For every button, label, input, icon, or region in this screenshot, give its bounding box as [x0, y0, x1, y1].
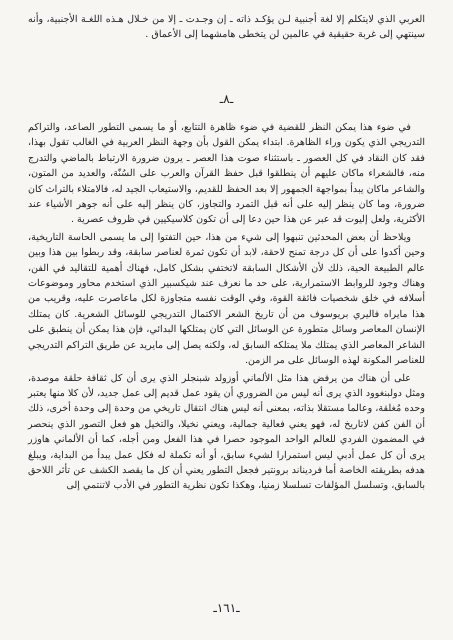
paragraph: ويلاحظ أن بعض المحدثين تنبهوا إلى شيء من هذا، حين التفتوا إلى ما يسمى الحاسة التاريخية، وحين أكدوا على أن كل درجة تمنح لاحقة، لابد أن تكون ثمرة لعناصر سابقة، وقد ربطوا بين هذا وبين عالم الطبيعة الحية، ذلك لأن الأشكال السابقة لاتختفي بشكل كامل، فهناك أهمية للتقاليد في الفن، وهناك وجود للروابط الاستمرارية، على حد ما نعرف عند شيكسبير الذي استخدم محاور وموضوعات أسلافه في خلق شخصيات فائقة القوة، وفي الوقت نفسه متجاوزة لكل ماعاصرت عليه، وقريب من هذا مايراه فاليري بريوسوف من أن تاريخ الشعر الاكتمال التدريجي للوسائل الشعرية. كان يمتلك الإنسان المعاصر وسائل متطورة عن الوسائل التي كان يمتلكها البدائي، فإن هذا يمكن أن ينطبق على الشاعر المعاصر الذي يمتلك ملا يمتلكه السابق له، ولكنه يصل إلى مايريد عن طريق التراكم التدريجي للعناصر المكونة لهذه الوسائل على مر الزمن. [28, 231, 425, 367]
paragraph: في ضوء هذا يمكن النظر للقضية في ضوء ظاهرة التتابع، أو ما يسمى التطور الصاعد، والتراكم التدريجي الذي يكون وراء الظاهرة. ابتداء يمكن القول بأن وجهة النظر العربية في الغالب تقول بهذا، فقد كان النقاد في كل العصور ـ باستثناء صوت هذا العصر ـ يرون ضرورة الارتباط بالماضي والتدرج منه، فالشعراء ماكان عليهم أن ينطلقوا قبل حفظ القرآن والعرب على السُنّة، والعديد من المتون، والشاعر ماكان يبدأ بمواجهة الجمهور إلا بعد الحفظ للقديم، والاستيعاب الجيد له، فالامتلاء بالتراث كان ضرورة، وما كان ينظر إليه على أنه قبل التمرد والتجاوز، كان ينظر إليه على أنه جوهر الأشياء عند الأكثرية، ولعل إليوت قد عبر عن هذا حين دعا إلى أن تكون كلاسيكيين في ظروف عصرية . [28, 122, 425, 226]
top-paragraph-block [28, 12, 425, 43]
top-paragraph: العربي الذي لايتكلم إلا لغة أجنبية لـن يؤكـد ذاته ـ إن وجـدت ـ إلا من خـلال هـذه اللغـة الأجنبية، وأنه سينتهي إلى غربة حقيقية في عالمين لن يتخطى هامشهما إلى الأعماق . [28, 14, 425, 41]
section-marker: ـ٨ـ [219, 92, 234, 106]
paragraph: على أن هناك من يرفض هذا مثل الألماني أوزولد شبنجلر الذي يرى أن كل ثقافة حلقة موصدة، ومثل دولبنغوود الذي يرى أنه ليس من الضروري أن يقود عمل قديم إلى عمل جديد، لأن كلا منها يعتبر وحده مُغلقة، وعالما مستقلا بذاته، بمعنى أنه ليس هناك انتقال تاريخي من وحدة إلى وحدة أخرى، ذلك أن الفن كفن لاتاريخ له، فهو يعني فعالية جمالية، ويعني نخيلا، والتخيل هو فعل التصور الذي ينحصر في المضمون الفردي للعالم الواحد الموجود حصرا في هذا الفعل ومن أجله، كما أن الألماني هاوزر يرى أن كل عمل أدبي ليس استمرارا لشيء سابق، أو أنه تكملة له فكل عمل يبدأ من البداية، ويبلغ هدفه بطريقته الخاصة أما فرديناند برونتير فجعل التطور يعني أن كل ما يقصد الكشف عن تأثر اللاحق بالسابق، وتسلسل المؤلفات تسلسلا زمنيا، وهكذا تكون نظرية التطور في الأدب لاتنتمي إلى [28, 372, 425, 492]
page-number: ـ١٦١ـ [213, 601, 240, 615]
main-text-block [28, 120, 425, 494]
